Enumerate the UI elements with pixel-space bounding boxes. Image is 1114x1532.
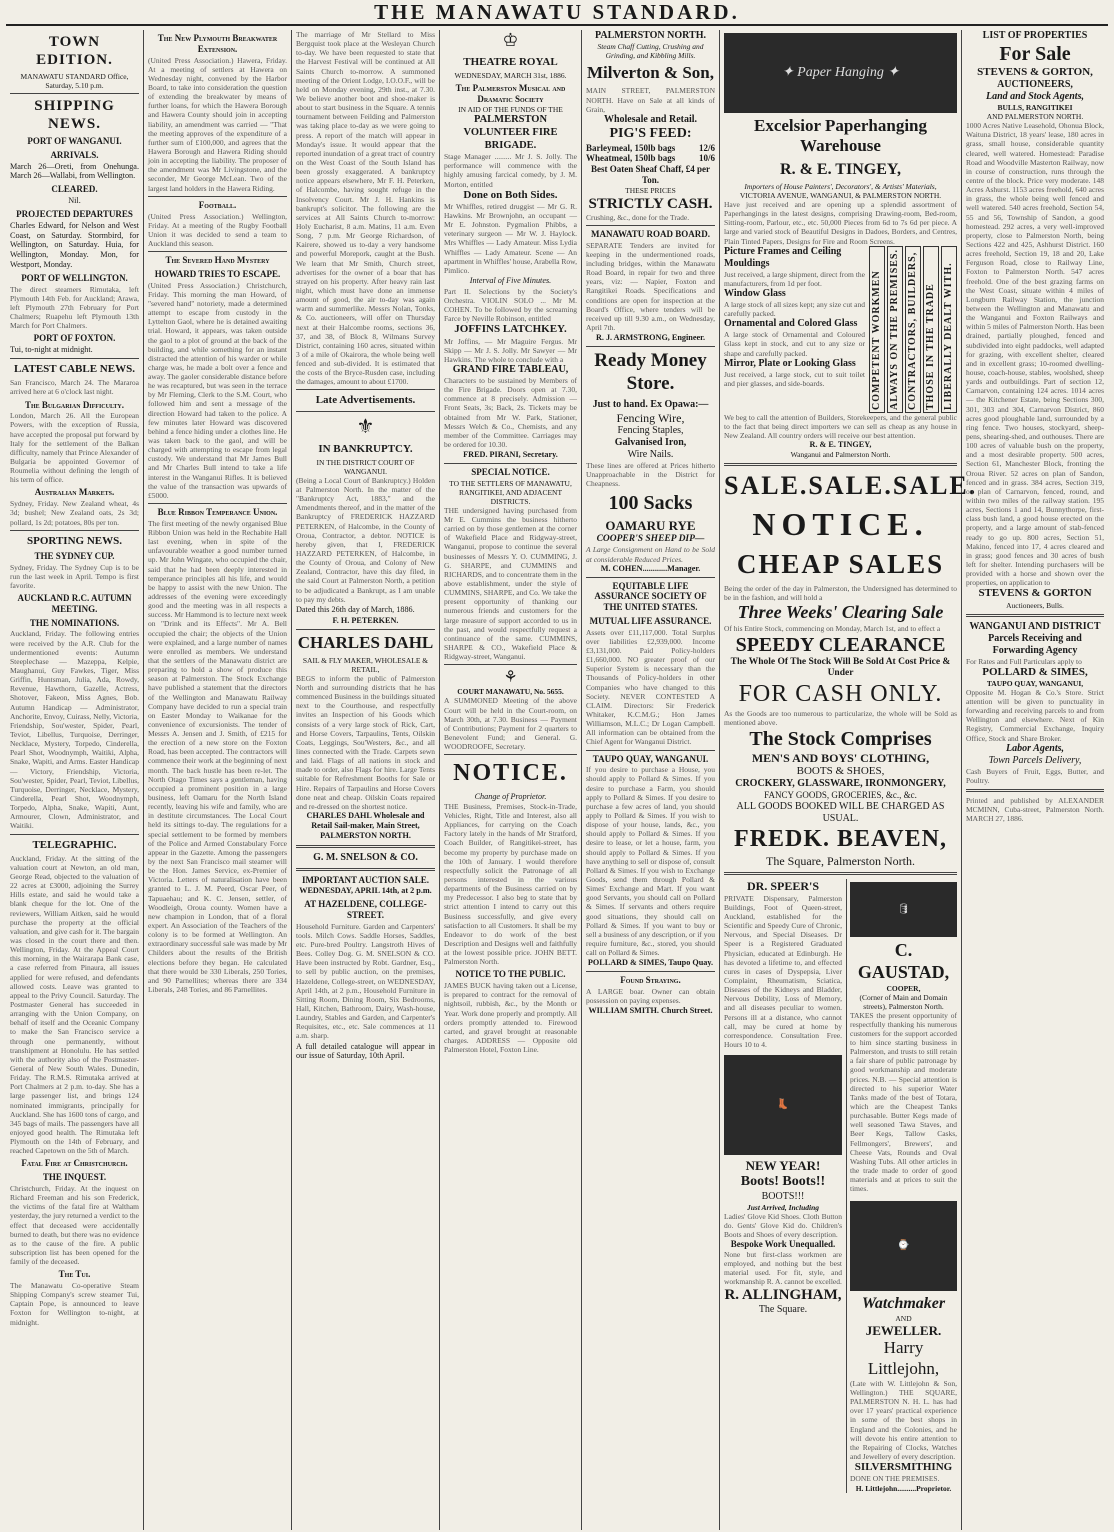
boot-engraving: 👢 <box>724 1055 842 1155</box>
office-line: MANAWATU STANDARD Office, Saturday, 5.10 p.m. <box>20 72 129 90</box>
auctioneers: AUCTIONEERS, <box>997 79 1073 91</box>
littlejohn-sig: H. Littlejohn..........Proprietor. <box>855 1483 952 1493</box>
gaustad-cooper: COOPER, <box>886 983 921 993</box>
watch-engraving: ⌚ <box>850 1201 957 1291</box>
inquest: THE INQUEST. <box>42 1172 107 1183</box>
theatre-royal: THEATRE ROYAL <box>463 55 558 68</box>
filler-text: London, March 26. All the European Powers, with the exception of Russia, have accepted the proposal put forward by Italy for the settlement of the Balkan difficulty, namely that Prince Alexander of Bulgaria be appointed Governor of Roumelia without defining the length of his term of office. <box>10 411 139 485</box>
picture-frames: Picture Frames and Ceiling Mouldings <box>724 245 842 269</box>
autumn-meeting: AUCKLAND R.C. AUTUMN MEETING. <box>17 593 132 614</box>
mens-clothing: MEN'S AND BOYS' CLOTHING, <box>751 750 930 765</box>
filler-text: For Rates and Full Particulars apply to <box>966 656 1082 666</box>
notice-big: NOTICE. <box>752 506 929 543</box>
masthead-title: THE MANAWATU STANDARD. <box>374 0 740 24</box>
filler-text: Ladies' Glove Kid Shoes. Cloth Button do. Gents' Glove Kid do. Children's Boots and Shoes of every description. <box>724 1211 842 1239</box>
masthead <box>6 0 1108 26</box>
bankruptcy: IN BANKRUPTCY. <box>318 442 413 455</box>
stevens-gorton: STEVENS & GORTON, <box>977 66 1093 78</box>
filler-text: Crushing, &c., done for the Trade. <box>586 212 690 222</box>
filler-text: BEGS to inform the public of Palmerston North and surrounding districts that he has commenced Business in the buildings situated next to the Courthouse, and respectfully invites an Inspection of his Goods which consists of a very large stock of Rick, Cart, and Horse Covers, Tarpaulins, Tents, Oilskin Coats, Leggings, Sou'Westers, &c., and all lines connected with the Trade. Carpets sewn and laid. Flags of all nations in stock and made to order, also Flags for hire. Large Tents suitable for Refreshment Booths for Sale or Hire. Repairs of Tarpaulins and Horse Covers done neat and cheap. Oilskin Coats repaired and re-dressed on the shortest notice. <box>296 673 435 811</box>
port-wellington: PORT OF WELLINGTON. <box>21 272 128 283</box>
bespoke: Bespoke Work Unequalled. <box>730 1238 836 1249</box>
vert-2: CONTRACTORS, BUILDERS, <box>905 246 921 413</box>
filler-text: Part II. Selections by the Society's Orchestra. VIOLIN SOLO ... Mr M. COHEN. To be followed by the screaming Farce by Neville Robinson, entitled <box>444 286 577 324</box>
filler-text: Christchurch, Friday. At the inquest on Richard Freeman and his son Frederick, the victims of the fatal fire at Waltham yesterday, the jury returned a verdict to the effect that deceased were accidentally burned to death, but there was no evidence as to the cause of the fire. A public subscription list has been opened for the family of the deceased. <box>10 1184 139 1267</box>
tingey-sig: R. & E. TINGEY, <box>809 440 872 450</box>
filler-text: Stage Manager ......... Mr J. S. Jolly. The performance will commence with the highly amusing farcical comedy, by J. M. Morton, entitled <box>444 152 577 189</box>
shipping-news: SHIPPING NEWS. <box>34 98 115 132</box>
milverton-son: Milverton & Son, <box>586 63 715 82</box>
filler-text: A large stock of Ornamental and Coloured Glass kept in stock, and cut to any size or shape and carefully packed. <box>724 330 865 358</box>
parcels-agency: WANGANUI AND DISTRICT Parcels Receiving and Forwarding Agency <box>969 620 1101 656</box>
projected-text: Charles Edward, for Nelson and West Coast, on Saturday. Stormbird, for Wellington, on Saturday. Huia, for Wellington, Monday. Mon, for Westport, Monday. <box>10 220 139 270</box>
filler-text: These lines are offered at Prices hitherto Unapproachable in the District for Cheapness. <box>586 460 715 489</box>
fancy-goods: FANCY GOODS, GROCERIES, &c., &c. <box>764 790 917 801</box>
these-prices: THESE PRICES <box>625 185 676 195</box>
vert-0: COMPETENT WORKMEN <box>869 246 885 413</box>
sydney-cup: THE SYDNEY CUP. <box>34 550 115 561</box>
change-proprietor: Change of Proprietor. <box>474 792 547 802</box>
tingey-goods <box>724 246 957 413</box>
tui: The Tui. <box>58 1269 91 1280</box>
just-arrived: Just Arrived, Including <box>746 1202 820 1212</box>
filler-text: Assets over £11,117,000. Total Surplus over liabilities £2,939,000. Income £3,131,000. Paid Policy-holders £1,660,000. NO greater proof of our Superior System is necessary than the Thousands of Policy-holders in other Companies who have changed to this Society. NEVER CONTESTED A CLAIM. Directors: Sir Frederick Whitaker, K.C.M.G.; Hon James Williamson, M.L.C.; Dr Logan Campbell. All information can be obtained from the Chief Agent for Wanganui District. <box>586 627 715 747</box>
filler-text: SEPARATE Tenders are invited for keeping in the undermentioned roads, including bridges, within the Manawatu Road Board, in repair for two and three years, viz: — Napier, Foxton and Rangitikei Roads. Specifications and conditions are open for inspection at the Board's Office, where tenders will be received up till 9.30 a.m., on Wednesday, April 7th. <box>586 240 715 332</box>
column-2 <box>144 30 292 1530</box>
beaven-square: The Square, Palmerston North. <box>766 853 915 868</box>
gaustad: C. GAUSTAD, <box>857 940 950 982</box>
filler-text: THE undersigned having purchased from Mr E. Cummins the business hitherto carried on by those gentlemen at the corner of Wakefield Place and Ridgway-street, Wanganui, propose to continue the several businesses of Messrs Y. O. CUMMING, J. G. SHARPE, and CUMMINS and RICHARDS, and to concentrate them in the above establishment, under the style of CUMMINS, SHARPE, and Co. We take the present opportunity of thanking our numerous friends and customers for the large measure of support accorded to us in the past, and would respectfully request a continuance of the same. CUMMINS, SHARPE & CO., Wakefield Place & Ridgway-street, Wanganui. <box>444 505 577 662</box>
filler-text: Characters to be sustained by Members of the Fire Brigade. Doors open at 7.30, commence at 8 precisely. Admission — Front Seats, 3s; Back, 2s. Tickets may be obtained from Mr W. Park, Stationer, Messrs Welch & Co., Chemists, and any member of the Committee. Carriages may be ordered for 10.30. <box>444 376 577 450</box>
grand-tableau: GRAND FIRE TABLEAU, <box>452 364 569 376</box>
hazeldene: AT HAZELDENE, COLLEGE-STREET. <box>304 899 427 920</box>
window-glass: Window Glass <box>724 287 786 299</box>
nil: Nil. <box>68 196 81 206</box>
filler-text: We beg to call the attention of Builders, Storekeepers, and the general public to the fact that being direct importers we can sell as cheap as any house in New Zealand. All country orders will receive our best attention. <box>724 412 957 440</box>
cheap-sales: CHEAP SALES <box>736 548 945 579</box>
sale-3: SALE. <box>892 470 978 500</box>
imprint: Printed and published by ALEXANDER MCMINN, Cuba-street, Palmerston North. MARCH 27, 1886. <box>966 796 1104 824</box>
paper-hanging-engraving: ✦ Paper Hanging ✦ <box>724 33 957 113</box>
speer-gaustad-row <box>724 879 957 1492</box>
allingham-square: The Square. <box>758 1304 808 1316</box>
pigs-feed: PIG'S FEED: <box>609 125 692 141</box>
sacks: 100 Sacks <box>608 492 693 515</box>
dahl-sub: SAIL & FLY MAKER, WHOLESALE & RETAIL, <box>302 655 429 674</box>
wheat-label: Wheatmeal, 150lb bags <box>586 153 676 164</box>
boots-shoes: BOOTS & SHOES, <box>796 765 885 778</box>
ready-money: Ready Money Store. <box>594 349 707 394</box>
cohen-sig: M. COHEN............Manager. <box>600 563 701 573</box>
filler-text: Being the order of the day in Palmerston, the Undersigned has determined to be in the fashion, and will hold a <box>724 583 957 603</box>
fencing-staples: Fencing Staples, <box>617 424 684 436</box>
filler-text: (Late with W. Littlejohn & Son, Wellington.) THE SQUARE, PALMERSTON N. H. L. has had over 17 years' practical experience in some of the best shops in England and the Colonies, and he will devote his entire attention to the Repairing of Clocks, Watches and Jewellery of every description. <box>850 1378 957 1462</box>
cooper-dip: COOPER'S SHEEP DIP— <box>596 533 705 544</box>
filler-text: Sydney, Friday. The Sydney Cup is to be run the last week in April. Tempo is first favorite. <box>10 562 139 590</box>
musical-society: The Palmerston Musical and Dramatic Society <box>455 82 566 104</box>
allingham: R. ALLINGHAM, <box>724 1287 842 1304</box>
filler-text: Auckland, Friday. The following entries were received by the A.R. Club for the undermentioned events: Autumn Steeplechase — Mazeppa, Kelpie, Maughanui, Guy Fawkes, Tiger, Miss Griffin, Huntsman, Julia, Ada, Rowdy, Revenue, Hawthorn, Gazelle, Actress, Shotover, Fakeon, Miss Agnes, Bob. Autumn Handicap — Administrator, Anchorite, Envoy, Cuirass, Nelly, Victoria, Friendship, Sou'wester, Spider, Pearl, Teviot, Libellus, Turquoise, Derringer, Necklace, Mystery, Torpedo, Cinderella, Pearl Shot, Woodnymph, Waitiki, Alpha, Snake, Wapiti, and Arms. Easter Handicap — Victory, Friendship, Victoria, Sou'wester, Spider, Pearl, Teviot, Libellus, Turquoise, Derringer, Necklace, Mystery, Cinderella, Pearl Shot, Woodnymph, Torpedo, Alpha, Snake, Wapiti, Aunt, Armourer, Clown, Administrator, and Waitiki. <box>10 629 139 831</box>
sale-2: SALE. <box>808 470 893 500</box>
column-3 <box>292 30 440 1530</box>
labor-agents: Labor Agents, <box>1006 742 1064 754</box>
ornamental-glass: Ornamental and Colored Glass <box>724 318 858 330</box>
land-agents: Land and Stock Agents, <box>986 91 1084 103</box>
cleared: CLEARED. <box>51 184 98 195</box>
filler-text: THE Business, Premises, Stock-in-Trade, Vehicles, Right, Title and Interest, also all Appliances, for carrying on the Coach Factory lately in the hands of Mr Stratford, Coach Builder, of Rangitikei-street, has become my property by purchase made on the 10th of January. I would therefore respectfully solicit the Patronage of all persons interested in the various departments of the Business carried on by my Predecessor. I also beg to state that by strict attention I intend to carry out this Business successfully, and give every satisfaction to all Customers. It shall be my Endeavor to do work of the best Description and Designs well and faithfully at the lowest possible price. JOHN BETT. Palmerston North. <box>444 801 577 967</box>
cable-news: LATEST CABLE NEWS. <box>14 363 135 376</box>
taupo-quay: TAUPO QUAY, WANGANUI. <box>592 753 709 764</box>
filler-text: Household Furniture. Garden and Carpenters' tools. Milch Cows. Saddle Horses, Saddles, etc. Pure-bred Poultry. Langstroth Hives of Bees. Colley Dog. G. M. SNELSON & CO. Have been instructed by Robt. Gardner, Esq., to sell by public auction, on the premises, Hazeldene, College-street, on WEDNESDAY, April 14th, at 2 p.m., Household Furniture in Sitting Room, Dining Room, Six Bedrooms, Hall, Kitchen, Bathroom, Dairy, Wash-house, Laundry, Stables and Garden, and Carpenter's Requisites, etc., etc. Sale commences at 11 a.m. sharp. <box>296 921 435 1041</box>
telegraphic: TELEGRAPHIC. <box>32 838 117 851</box>
pirani-sig: FRED. PIRANI, Secretary. <box>463 450 558 460</box>
sale-1: SALE. <box>724 470 809 500</box>
filler-text: TAKES the present opportunity of respectfully thanking his numerous customers for the support accorded to him since starting business in Palmerston, and trusts to still retain a fair share of public patronage by good workmanship and moderate prices. N.B. — Special attention is directed to his superior Water Tanks made of the best of Totara, which are the Cheapest Tanks purchasable. Butter Kegs made of well seasoned Tawa Staves, and Beer Kegs, Tallow Casks, Fellmongers', Brewers', and Cheese Vats, Rounds and Oval Washing Tubs. All other articles in the trade made to order of good materials and at prices to suit the times. <box>850 1010 957 1194</box>
filler-text: If you desire to purchase a House, you should apply to Pollard & Simes. If you desire to purchase a Farm, you should apply to Pollard & Simes. If you desire to purchase a few acres of land, you should apply to Pollard & Simes. If you wish to dispose of your house, lands, &c., you should apply to Pollard & Simes. If you desire to lease, or let a house, farm, you should apply to Pollard & Simes. If you have anything to sell or dispose of, consult Pollard & Simes. If you wish to Exchange Goods, send them through Pollard & Simes' Exchange and Mart. If you want good Servants, you should call on Pollard & Simes. If servants and others require good situations, they should call on Pollard & Simes. If you want to buy or sell a business of any description, or if you require furniture, &c., stored, you should call on Pollard & Simes. <box>586 765 715 958</box>
filler-text: Mr Joffins, — Mr Maguire Fergus. Mr Skipp — Mr J. S. Jolly. Mr Sawyer — Mr Hawkins. The whole to conclude with a <box>444 336 577 364</box>
speedy: SPEEDY CLEARANCE <box>735 633 946 656</box>
littlejohn: Harry Littlejohn, <box>867 1338 940 1378</box>
whole-stock: The Whole Of The Stock Will Be Sold At Cost Price & Under <box>730 656 951 679</box>
speer-block <box>724 879 842 1492</box>
barley-row <box>586 143 715 154</box>
filler-text: DONE ON THE PREMISES. <box>850 1474 940 1484</box>
vert-3: THOSE IN THE TRADE <box>923 246 939 413</box>
filler-text: MAIN STREET, PALMERSTON NORTH. Have on Sale at all kinds of Grain, <box>586 86 715 114</box>
vert-1: ALWAYS ON THE PREMISES. <box>887 246 903 413</box>
filler-text: The direct steamers Rimutaka, left Plymouth 14th Feb. for Auckland; Arawa, left Plymouth 27th February for Port Chalmers; Ruapehu left Plymouth 13th March for Port Chalmers. <box>10 284 139 331</box>
for-sale: For Sale <box>999 43 1071 65</box>
cash-only: FOR CASH ONLY. <box>738 680 943 707</box>
howard-escape: HOWARD TRIES TO ESCAPE. <box>154 268 281 279</box>
filler-text: Opposite M. Hogan & Co.'s Store. Strict attention will be given to punctuality in forwarding and receiving parcels to and from Wellington and elsewhere. Next of Kin Registry, Commercial Exchange, Inquiry Office, Stock and Share Broker. <box>966 687 1104 743</box>
columns <box>6 30 1108 1530</box>
dr-speer: DR. SPEER'S <box>746 879 820 894</box>
filler-text: None but first-class workmen are employed, and nothing but the best material used. For fit, style, and workmanship R. A. cannot be excelled. <box>724 1249 842 1287</box>
gaustad-block <box>846 879 957 1492</box>
dated: Dated this 26th day of March, 1886. <box>296 604 415 614</box>
projected: PROJECTED DEPARTURES <box>16 208 133 219</box>
barrel-engraving: 🛢 <box>850 882 957 937</box>
district-court: IN THE DISTRICT COURT OF WANGANUI. <box>316 457 415 476</box>
snelson-title: G. M. SNELSON & CO. <box>313 851 418 863</box>
dahl-title: CHARLES DAHL <box>297 632 434 652</box>
forester-emblem-icon: ⚘ <box>503 669 518 687</box>
column-7 <box>962 30 1108 1530</box>
mutual-life: MUTUAL LIFE ASSURANCE. <box>589 615 712 626</box>
and: AND <box>895 1313 912 1323</box>
filler-text: A Large Consignment on Hand to be Sold at considerable Reduced Prices. <box>586 545 715 564</box>
gaustad-addr: (Corner of Main and Domain streets), Palmerston North. <box>859 992 948 1011</box>
mirror-glass: Mirror, Plate or Looking Glass <box>724 357 856 369</box>
filler-text: A large stock of all sizes kept; any size cut and carefully packed. <box>724 299 865 319</box>
opawa: Just to hand. Ex Opawa:— <box>592 398 709 410</box>
bulls: BULLS, RANGITIKEI <box>997 103 1073 113</box>
column-1 <box>6 30 144 1530</box>
filler-text: (Being a Local Court of Bankruptcy.) Holden at Palmerston North. In the matter of the "Bankruptcy Act, 1883," and the Amendments thereof, and in the matter of the Bankruptcy of FREDERICK HAZZARD PETERKEN, of Halcombe, in the County of Oroua, Contractor, a debtor. NOTICE is hereby given, that I, FREDERICK HAZZARD PETERKEN, of Halcombe, in the County of Oroua, and Colony of New Zealand, Contractor, have this day filed, in the said Court at Palmerston North, a petition to be adjudicated a Bankrupt, as I am unable to pay my debts. <box>296 475 435 604</box>
football: Football. <box>198 199 237 210</box>
filler-text: A LARGE boar. Owner can obtain possession on paying expenses. <box>586 986 715 1006</box>
road-board: MANAWATU ROAD BOARD. <box>590 228 711 239</box>
filler-text: The marriage of Mr Stellard to Miss Bergquist took place at the Wesleyan Church to-day. We have been requested to state that the Harvest Festival will be continued at All Saints Church to-morrow. A summoned meeting of the Orient Lodge, I.O.O.F., will be held on Monday evening, 29th inst., at 7.30. We believe another boot and shoe-maker is about to start business in the Square. A tennis tournament between Feilding and Palmerston was taking place to-day as we were going to press. A report of the match will appear in Monday's issue. It would appear that the reported inundation of a great tract of country on the West Coast of the South Island has been grossly exaggerated. A bankruptcy notice appears elsewhere, Mr F. H. Peterken, of Halcombe, having sought refuge in the Insolvency Court. Mr J. H. Hankins is bankrupt's solicitor. The following are the services at All Saints Church to-morrow: Holy Eucharist, 8 a.m. Matins, 11 a.m. Even Song, 7 p.m. Mr George Richardson, of Kairere, showed us to-day a very handsome and powerful Morepork, caught at the Bush. We learn that Mr Smith, Church street, advertises for the owner of a boar that has strayed on his property. After heavy rain last night, which must have done an immense amount of good, the air to-day was again warm and summerlike. Messrs Nolan, Tonks, & Co. auctioneers, will offer on Thursday next at their Halcombe rooms, sections 36, 37, and 38, of Block 8, Wilmans Survey District, containing 160 acres, situated within 3 of a mile of Okairora, the whole being well fenced and sub-divided. It is estimated that the costs of the Bryce-Rusden case, including the damages, amount to about £1700. <box>296 30 435 387</box>
palmerston-north: PALMERSTON NORTH. <box>595 30 706 41</box>
nominations: THE NOMINATIONS. <box>29 617 120 628</box>
filler-text: PRIVATE Dispensary, Palmerston Buildings, Foot of Queen-street, Auckland, established for the Scientific and Speedy Cure of Chronic, Nervous, and Special Diseases. Dr Speer is a Registered Graduated Physician, educated at Edinburgh. He has devoted a lifetime to, and effected cures in cases of Dyspepsia, Liver Complaint, Rheumatism, Sciatica, Diseases of the Kidneys and Bladder, Nervous Debility, Loss of Memory, and all diseases peculiar to women. Persons ill at a distance, who cannot call, may be cured at home by correspondence. Consultation Free. Hours 10 to 4. <box>724 893 842 1049</box>
filler-text: JAMES BUCK having taken out a License, is prepared to contract for the removal of nightsoil, rubbish, &c., by the Month or Year. Work done properly and promptly. All orders promptly attended to. Firewood carted, and gravel brought at reasonable charges. ADDRESS — Opposite old Palmerston Hotel, Foxton Line. <box>444 981 577 1055</box>
foxton-text: Tui, to-night at midnight. <box>10 345 93 355</box>
filler-text: San Francisco, March 24. The Mararoa arrived here at 6 o'clock last night. <box>10 378 139 397</box>
tingey-loc: Wanganui and Palmerston North. <box>790 449 891 459</box>
filler-text: Just received, a large stock, cut to suit toilet and pier glasses, and side-boards. <box>724 369 865 388</box>
theatre-date: WEDNESDAY, MARCH 31st, 1886. <box>454 70 567 80</box>
pollard-quay: TAUPO QUAY, WANGANUI, <box>986 678 1084 688</box>
filler-text: A SUMMONED Meeting of the above Court will be held in the Court-room, on March 30th, at 7.30. Business — Payment of Contributions; Payment for 2 quarters to Benevolent Fund; and General. G. WOODROOFE, Secretary. <box>444 696 577 752</box>
near: AND PALMERSTON NORTH. <box>986 112 1084 122</box>
court-manawatu: COURT MANAWATU, No. 5655. <box>457 687 564 697</box>
tingey: R. & E. TINGEY, <box>780 160 901 178</box>
new-year: NEW YEAR! <box>745 1158 821 1174</box>
barley-price: 12/6 <box>698 142 715 153</box>
filler-text: Of his Entire Stock, commencing on Monday, March 1st, and to effect a <box>724 623 941 633</box>
interval: Interval of Five Minutes. <box>469 276 552 286</box>
notice-public: NOTICE TO THE PUBLIC. <box>455 969 566 980</box>
wheat-row <box>586 153 715 164</box>
filler-text: (United Press Association.) Hawera, Friday. At a meeting of settlers at Hawera on Wednesday night, convened by the Harbor Board, to take into consideration the question of extending the breakwater by means of further loans, for which the Hawera Borough and Hawera County should join in accepting liability, an amendment was carried — "That the meeting approves of the expenditure of a further sum of £100,000, and agrees that the Hawera Borough and Hawera Riding should join in accepting the liability. The proposer of the amendment was Mr Livingstone, and the seconder, Mr George McLean. Two of the largest land holders in the Hawera Riding. <box>148 55 287 193</box>
auction-date: WEDNESDAY, APRIL 14th, at 2 p.m. <box>299 886 432 896</box>
filler-text: The first meeting of the newly organised Blue Ribbon Union was held in the Rechabite Hall last evening, when in spite of the unfavourable weather a good number turned up. Mr John Wingate, who occupied the chair, said that he had been deeply interested in temperance principles all his life, and would be happy to assist with the new Union. The addresses of the evening were exceedingly good and the meeting was in all respects a success. Mr Hammond is to lecture next week on "Drink and its Effects". Mr A. Bell occupied the chair; the objects of the Union were explained, and a large number of names were enrolled as members. We understand that the settlers of the Manawatu district are preparing to hold a show of produce this season at Palmerston. The Stock Exchange have published a statement that the directors of the Wellington and Manawatu Railway Company have decided to run a special train on Easter Monday to Waikanae for the convenience of excursionists. The tender of Messrs A. Jensen and J. Smith, of £215 for the erection of a new store on the Foxton Road, has been accepted. The contractors will commence their work at the beginning of next month. The back hustle has been re-let. The North Otago Times says a gentleman, having occupied a prominent position in a large business, left Oamaru for the North Island recently, leaving his wife and family, who are in destitute circumstances. The Local Court held its sittings to-day. The regulations for a special settlement to be formed by members of the Police and Armed Constabulary Force appear in the Gazette. Among the passengers by the next San Francisco mail steamer will be the Hon. James Service, ex-Premier of Victoria. Letters of naturalisation have been granted to L. J. M. Peerd, Oscar Peer, of Tapuaehau; and K. C. Jensen, settler, of Woodleigh, Oroua county. Women have a new champion in London, that of a floral expert. An Association of the Teachers of the colony is to be formed at Wellington. An extraordinary successful sale was made by Mr Childers about the results of the British elections before they began. He calculated that there would be 330 Liberals, 250 Tories, and 90 Parnellites; whereas there are 334 Liberals, 248 Tories, and 86 Parnellites. <box>148 518 287 994</box>
town-parcels: Town Parcels Delivery, <box>988 754 1082 766</box>
silversmithing: SILVERSMITHING <box>854 1461 953 1474</box>
beaven: FREDK. BEAVEN, <box>734 826 947 853</box>
settlers: TO THE SETTLERS OF MANAWATU, RANGITIKEI, AND ADJACENT DISTRICTS. <box>449 478 572 506</box>
wholesale-retail: Wholesale and Retail. <box>603 113 698 125</box>
filler-text: Auckland, Friday. At the sitting of the valuation court at Newton, an old man, George Read, objected to the valuation of 22 acres at £3000, adjoining the Surrey Hills estate, and said he would take a blank cheque for the lot. One of the reviewers, William Aitken, said he would purchase the property at the official valuation, and give cash for it. The bargain was closed in the court there and then. Wellington, Friday. At the Appeal Court this morning, in the Wairarapa Bank case, a case referred from Pinaura, all issues applied for were refused, and defendants allowed costs. Leave was granted to appeal to the Privy Council. Saturday. The Postmaster General has succeeded in arranging with the Union Company, on behalf of itself and the Oceanic Company to make the San Francisco service a through one permanently, without transhipment at Honolulu. He has settled with the authority also of the Postmaster-General of New South Wales. Dunedin, Friday. The R.M.S. Rimutaka arrived at Port Chalmers at 2 p.m. to-day. She has a large passenger list, and brings 124 nominated immigrants, principally for Auckland. She has 1600 tons of cargo, and 345 bags of mails. The passengers have all enjoyed good health. The Rimutaka left Plymouth on the 14th of February, and reached Capetown on the 5th of March. <box>10 853 139 1156</box>
catalogue: A full detailed catalogue will appear in our issue of Saturday, 10th April. <box>296 1041 435 1061</box>
crockery: CROCKERY, GLASSWARE, IRONMONGERY, <box>735 778 946 790</box>
severed-hand: The Severed Hand Mystery <box>165 255 270 266</box>
done-both-sides: Done on Both Sides. <box>463 188 558 201</box>
theatre-crest-icon: ♔ <box>502 30 519 50</box>
filler-text: Sydney, Friday. New Zealand wheat, 4s 3d; bushel; New Zealand oats, 2s 3d; pollard, 1s 2d; potatoes, 80s per ton. <box>10 499 139 527</box>
column-4 <box>440 30 582 1530</box>
wheat-price: 10/6 <box>698 153 715 164</box>
filler-text: 1000 Acres Native Leasehold, Ohonua Block, Waituna District, 18 years' lease, 180 acres in grass, small house, considerable quantity cleared, well watered. Homestead: Paradise Road and Woodville Masterton Railway, now in course of construction, runs through the centre of the block. Price very moderate. 148 Acres Ashurst. 1153 acres freehold, 640 acres in grass, the whole being well fenced and well watered. 540 acres freehold, Section 54, 55 and 56, Township of Sandon, a good homestead. 292 acres, a very well-improved property, close to Palmerston North, being Sections 422 and 425, Ashhurst District. 160 acres freehold, Section 19, 18 and 20, Lake Ferguson Road, close to Railway Line, Foxton to Palmerston North. 547 acres freehold. One of the best grazing farms on the West Coast, situate within 4 miles of Longburn Railway Station, the junction between the Wellington and Manawatu and the Wanganui and Foxton Railways and within 5 miles of Palmerston North. Has been drained, partially ploughed, fenced and subdivided into eight paddocks, well adapted for grazing, with excellent shelter, cleared and in excellent grass; 10-roomed dwelling-house, coach-house, stables, woolshed, sheep yards and outbuildings. Part of section 12, Carnarvon, containing 124 acres. 1014 acres — the Kitchener Estate, being Sections 300, 301, 303 and 304, Carnarvon District, 860 acres good ploughable land, surrounded by a ring fence. Two houses, stockyard, sheep-pens, shearing-shed, and outhouses. There are 100 acres of valuable bush on the property, and a most desirable property. 500 acres, Section 61, Manchester Block, fronting the Oroua River. 52 acres on plan of Sandon, fenced and in grass. 384 acres, Section 319, on plan of Carnarvon, fenced, round, and within two miles of the railway station. 195 acres, Sections 1 and 14, Bunnythorpe, first-class bush land, a good house erected on the property, and a large amount of stab-fenced ready to go up. 800 acres, Section 51, Makino, fenced into 17, 4 acres cleared and in grass; good fences and 30 acres of bush left for shelter. Intending purchasers will be provided with a horse and shown over the properties, on application to <box>966 121 1104 588</box>
arrivals-text: March 26—Oreti, from Onehunga. March 26—Wallabi, from Wellington. <box>10 161 139 181</box>
notice-headline: NOTICE. <box>453 760 568 787</box>
oaten-chaff: Best Oaten Sheaf Chaff, £4 per Ton. <box>591 164 710 185</box>
filler-text: Mr Whiffles, retired druggist — Mr G. R. Hawkins. Mr Brownjohn, an occupant — Mr E. Johnston. Pygmalion Phibbs, a veterinary surgeon — Mr W. J. Haylock. Mrs Whiffles — Lady Amateur. Miss Lydia Whiffles — Lady Amateur. Scene — An apartment in Whiffles' house, Arabella Row, Pimlico. <box>444 201 577 275</box>
port-wanganui: PORT OF WANGANUI. <box>27 136 122 146</box>
three-weeks: Three Weeks' Clearing Sale <box>737 602 944 623</box>
gorton-role: Auctioneers, Bulls. <box>1006 600 1064 610</box>
crest-icon: ⚜ <box>356 415 375 438</box>
oamaru-rye: OAMARU RYE <box>605 518 696 534</box>
port-foxton: PORT OF FOXTON. <box>33 333 116 344</box>
steam-mills: Steam Chaff Cutting, Crushing and Grinding, and Kibbling Mills. <box>597 42 704 60</box>
australian-markets: Australian Markets. <box>34 487 115 498</box>
arrivals: ARRIVALS. <box>50 149 99 160</box>
boots-3: BOOTS!!! <box>761 1190 805 1202</box>
filler-text: (United Press Association.) Wellington, Friday. At a meeting of the Rugby Football Union it was decided to send a team to Auckland this season. <box>148 211 287 248</box>
fencing-wire: Fencing Wire, <box>616 410 685 425</box>
filler-text: The Manawatu Co-operative Steam Shipping Company's screw steamer Tui, Captain Pope, is announced to leave Foxton for Wellington to-night, at midnight. <box>10 1281 139 1327</box>
vertical-lines <box>869 246 957 413</box>
jeweller: JEWELLER. <box>865 1322 942 1338</box>
breakwater: The New Plymouth Breakwater Extension. <box>157 33 278 54</box>
wire-nails: Wire Nails. <box>627 448 674 460</box>
filler-text: Just received, a large shipment, direct from the manufacturers, from 1d per foot. <box>724 269 865 288</box>
filler-text: Cash Buyers of Fruit, Eggs, Butter, and Poultry. <box>966 766 1104 785</box>
pollard-sig: POLLARD & SIMES, Taupo Quay. <box>587 958 714 968</box>
sporting-news: SPORTING NEWS. <box>27 534 122 547</box>
boots-boots: Boots! Boots!! <box>740 1173 826 1189</box>
strictly-cash: STRICTLY CASH. <box>588 195 713 212</box>
charged: ALL GOODS BOOKED WILL BE CHARGED AS USUAL. <box>736 801 945 825</box>
found-straying: Found Straying. <box>620 975 681 986</box>
watchmaker: Watchmaker <box>861 1295 946 1313</box>
bulgarian: The Bulgarian Difficulty. <box>24 399 125 410</box>
auction-sale: IMPORTANT AUCTION SALE. <box>301 874 430 885</box>
smith-sig: WILLIAM SMITH. Church Street. <box>588 1006 713 1016</box>
filler-text: As the Goods are too numerous to particularize, the whole will be Sold as mentioned above. <box>724 708 957 727</box>
aid-of: IN AID OF THE FUNDS OF THE <box>458 105 563 115</box>
peterken-sig: F. H. PETERKEN. <box>332 615 399 625</box>
fatal-fire: Fatal Fire at Christchurch. <box>21 1158 128 1169</box>
blue-ribbon: Blue Ribbon Temperance Union. <box>157 507 278 518</box>
armstrong-sig: R. J. ARMSTRONG, Engineer. <box>595 333 706 343</box>
town-edition: TOWN EDITION. <box>36 34 113 68</box>
equitable: EQUITABLE LIFE ASSURANCE SOCIETY OF THE UNITED STATES. <box>594 580 707 613</box>
vert-4: LIBERALLY DEALT WITH. <box>941 246 957 413</box>
barley-label: Barleymeal, 150lb bags <box>586 142 676 153</box>
late-ads: Late Advertisements. <box>315 394 416 407</box>
pollard-simes: POLLARD & SIMES, <box>982 665 1088 678</box>
dahl-sign: CHARLES DAHL Wholesale and Retail Sail-maker, Main Street, PALMERSTON NORTH. <box>306 811 425 840</box>
list-properties: LIST OF PROPERTIES <box>982 30 1088 41</box>
filler-text: (United Press Association.) Christchurch, Friday. This morning the man Howard, of "severed hand" notoriety, made a determined attempt to escape from custody in the Lyttelton Gaol, where he is detained awaiting trial. Howard, it appears, was taken outside the gaol to a plot of ground at the back of the building, and while something for an instant distracted the attention of his warder or while charge was, he made a bolt over a fence and away. The gaoler considerable distance before he was recaptured, but was seen in the terrace by Mr Fleming, Clerk to the S.M. Court, who followed him and sent a message of the direction Howard had taken to the police. A few minutes later Howard was discovered behind a fence hiding under a clothes line. He was taken back to the gaol, and will be charged with attempting to escape from legal custody. We understand that Mr James Bull and Mr Charles Bull intend to take a life interest in the Wanganui Rifles. It is believed the value of the transaction was upwards of £5000. <box>148 280 287 500</box>
gorton-sig: STEVENS & GORTON <box>978 587 1092 600</box>
tingey-sub: Importers of House Painters', Decorators', & Artists' Materials, <box>744 181 937 191</box>
column-6 <box>720 30 978 1530</box>
sale-row <box>724 470 978 501</box>
filler-text: Have just received and are opening up a splendid assortment of Paperhangings in the latest designs, comprising Drawing-room, Bed-room, Sitting-room, Parlour, etc., etc. 50,000 Pieces from 6d to 7s 6d per piece. A large and varied stock of Beautiful Designs in Dadoes, Borders, and Centres, Plain Tinted Papers, Designs for Fire and Room Screens. <box>724 199 957 246</box>
column-5 <box>582 30 720 1530</box>
comprises: The Stock Comprises <box>749 727 932 750</box>
fire-brigade: PALMERSTON VOLUNTEER FIRE BRIGADE. <box>463 114 558 151</box>
galv-iron: Galvanised Iron, <box>614 436 687 448</box>
tingey-addr: VICTORIA AVENUE, WANGANUI, & PALMERSTON NORTH. <box>739 190 942 200</box>
excelsior: Excelsior Paperhanging Warehouse <box>754 116 927 156</box>
latchkey: JOFFINS LATCHKEY. <box>454 323 567 336</box>
special-notice: SPECIAL NOTICE. <box>471 467 550 478</box>
